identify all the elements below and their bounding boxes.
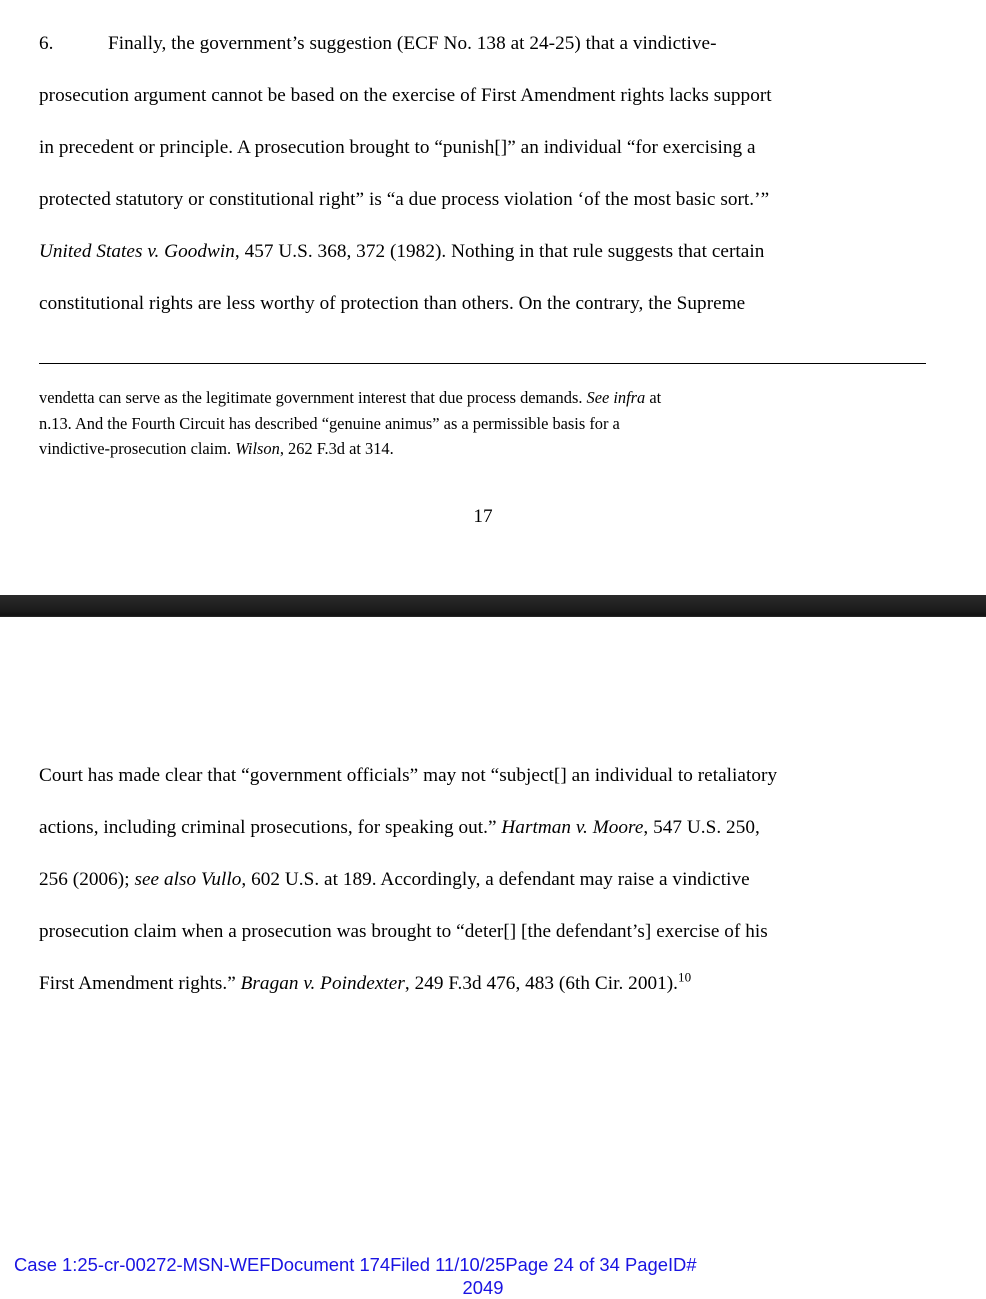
page-separator-bar (0, 595, 986, 617)
footnote-line-3-post: , 262 F.3d at 314. (279, 439, 394, 458)
case-citation-vullo: see also Vullo (134, 869, 242, 890)
bottom-line-3-post: , 602 U.S. at 189. Accordingly, a defendant may raise a vindictive (241, 869, 750, 890)
case-citation-goodwin: United States v. Goodwin (39, 241, 235, 262)
body-paragraph-continued (39, 750, 926, 1010)
footnote-line-2: n.13. And the Fourth Circuit has described “genuine animus” as a permissible basis for a (39, 413, 620, 433)
page-number: 17 (473, 506, 493, 527)
footnote-italic-see-infra: See infra (586, 388, 646, 407)
bottom-line-4: prosecution claim when a prosecution was brought to “deter[] [the defendant’s] exercise of his (39, 921, 768, 942)
bottom-line-5 (39, 958, 926, 1010)
body-line-6: constitutional rights are less worthy of protection than others. On the contrary, the Supreme (39, 293, 746, 314)
footnote-line-1-post: at (645, 388, 662, 407)
body-paragraph-6 (39, 18, 926, 330)
case-citation-bragan: Bragan v. Poindexter (240, 973, 405, 994)
body-line-5 (39, 226, 926, 278)
footnote-line-1-pre: vendetta can serve as the legitimate government interest that due process demands. (39, 388, 587, 407)
ecf-document-number: Document 174 (270, 1254, 391, 1275)
footnote-block (39, 385, 926, 462)
footnote-line-3-pre: vindictive-prosecution claim. (39, 439, 236, 458)
body-line-5-rest: , 457 U.S. 368, 372 (1982). Nothing in that rule suggests that certain (234, 241, 765, 262)
body-line-2: prosecution argument cannot be based on the exercise of First Amendment rights lacks support (39, 85, 772, 106)
ecf-stamp-header (0, 1253, 966, 1299)
case-citation-wilson: Wilson (235, 439, 280, 458)
ecf-page-range: Page 24 of 34 PageID# (505, 1254, 697, 1275)
document-page-17 (0, 0, 986, 595)
ecf-case-number: Case 1:25-cr-00272-MSN-WEF (14, 1254, 271, 1275)
bottom-line-5-pre: First Amendment rights.” (39, 973, 241, 994)
paragraph-number: 6. (39, 33, 54, 54)
bottom-line-2-pre: actions, including criminal prosecutions, for speaking out.” (39, 817, 502, 838)
footnote-separator-rule (39, 363, 926, 364)
body-line-3: in precedent or principle. A prosecution brought to “punish[]” an individual “for exercising a (39, 137, 756, 158)
body-line-1-text: Finally, the government’s suggestion (ECF No. 138 at 24-25) that a vindictive- (108, 33, 717, 54)
bottom-line-5-post: , 249 F.3d 476, 483 (6th Cir. 2001). (404, 973, 679, 994)
footnote-line-3 (39, 436, 926, 462)
ecf-page-id: 2049 (462, 1277, 504, 1298)
bottom-line-3-pre: 256 (2006); (39, 869, 135, 890)
footnote-line-1 (39, 385, 926, 411)
footnote-reference-marker: 10 (678, 969, 692, 985)
ecf-filed-date: Filed 11/10/25 (390, 1254, 506, 1275)
bottom-line-2-post: , 547 U.S. 250, (643, 817, 760, 838)
case-citation-hartman: Hartman v. Moore (501, 817, 644, 838)
ecf-stamp-line-1 (0, 1253, 966, 1276)
bottom-line-3 (39, 854, 926, 906)
body-line-4: protected statutory or constitutional right” is “a due process violation ‘of the most basic sort.’” (39, 189, 770, 210)
document-page-24 (0, 617, 986, 1298)
body-line-1 (39, 18, 926, 70)
bottom-line-2 (39, 802, 926, 854)
bottom-line-1: Court has made clear that “government officials” may not “subject[] an individual to retaliatory (39, 765, 778, 786)
